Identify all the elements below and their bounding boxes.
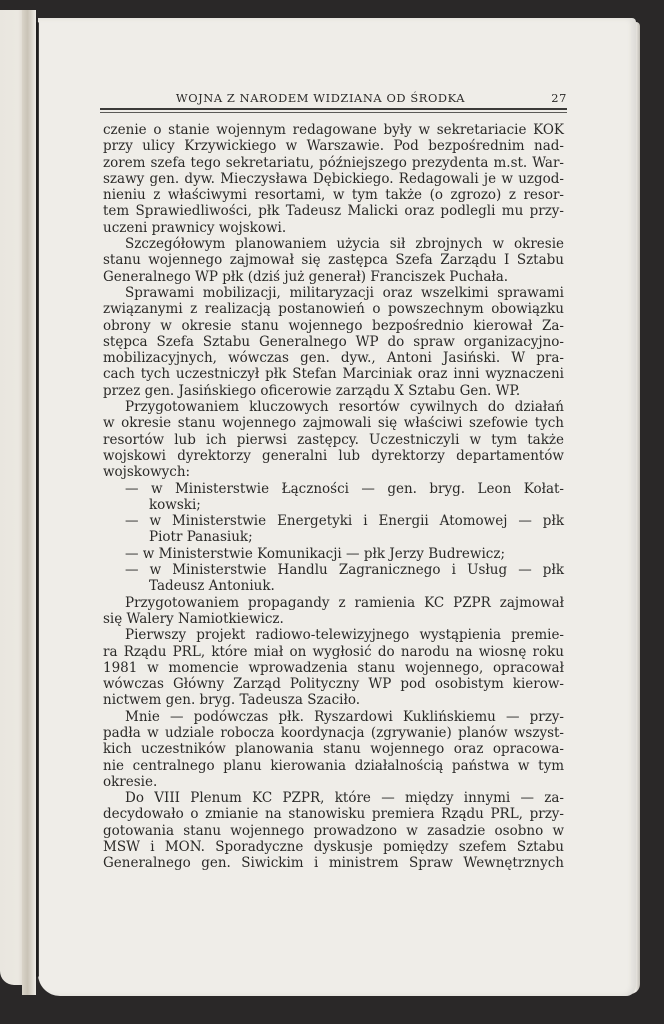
text-line: wojskowi dyrektorzy generalni lub dyrektorzy departamentów (103, 447, 564, 464)
text-line: okresie. (103, 773, 158, 790)
text-line: nieniu z właściwymi resortami, w tym także (o zgrozo) z resor- (103, 187, 564, 204)
text-line: Do VIII Plenum KC PZPR, które — między innymi — za- (125, 790, 564, 807)
text-line: Generalnego WP płk (dziś już generał) Franciszek Puchała. (103, 268, 509, 285)
book-spine (22, 10, 36, 995)
text-line: Mnie — podówczas płk. Ryszardowi Kuklińskiemu — przy- (125, 708, 564, 725)
text-line: Szczegółowym planowaniem użycia sił zbrojnych w okresie (125, 236, 564, 253)
gutter-shadow (36, 22, 39, 977)
text-line: — w Ministerstwie Handlu Zagranicznego i Usług — płk (125, 562, 564, 579)
text-line: 1981 w momencie wprowadzenia stanu wojennego, opracował (103, 659, 564, 676)
text-line: — w Ministerstwie Energetyki i Energii Atomowej — płk (125, 513, 564, 530)
text-line: Sprawami mobilizacji, militaryzacji oraz wszelkimi sprawami (125, 284, 564, 301)
text-line: w okresie stanu wojennego zajmowali się właściwi szefowie tych (103, 415, 564, 432)
text-line: stanu wojennego zajmował się zastępca Szefa Zarządu I Sztabu (103, 252, 564, 269)
text-line: wojskowych: (103, 464, 191, 481)
running-title: WOJNA Z NARODEM WIDZIANA OD ŚRODKA (175, 91, 466, 105)
text-line: stępca Szefa Sztabu Generalnego WP do spraw organizacyjno- (103, 333, 564, 350)
text-line: zorem szefa tego sekretariatu, późniejszego prezydenta m.st. War- (103, 154, 564, 171)
text-line: Przygotowaniem propagandy z ramienia KC PZPR zajmował (125, 594, 564, 611)
text-line: Przygotowaniem kluczowych resortów cywilnych do działań (125, 399, 564, 416)
text-line: wówczas Główny Zarząd Polityczny WP pod osobistym kierow- (103, 676, 564, 693)
text-line: szawy gen. dyw. Mieczysława Dębickiego. Redagowali je w uzgod- (103, 170, 564, 187)
text-line: przez gen. Jasińskiego oficerowie zarządu X Sztabu Gen. WP. (103, 382, 521, 399)
text-line: kowski; (149, 496, 201, 513)
text-line: decydowało o zmianie na stanowisku premiera Rządu PRL, przy- (103, 806, 564, 823)
text-line: — w Ministerstwie Komunikacji — płk Jerzy Budrewicz; (125, 545, 505, 562)
text-line: — w Ministerstwie Łączności — gen. bryg. Leon Kołat- (125, 480, 564, 497)
text-line: Generalnego gen. Siwickim i ministrem Spraw Wewnętrznych (103, 855, 564, 872)
text-line: związanymi z realizacją postanowień o powszechnym obowiązku (103, 301, 564, 318)
page-number: 27 (551, 91, 567, 105)
text-line: obrony w okresie stanu wojennego bezpośrednio kierował Za- (103, 317, 564, 334)
text-line: Piotr Panasiuk; (149, 529, 253, 546)
text-line: uczeni prawnicy wojskowi. (103, 219, 287, 236)
header-rule-thin (100, 112, 567, 113)
text-line: tem Sprawiedliwości, płk Tadeusz Malicki oraz podlegli mu przy- (103, 203, 564, 220)
text-line: resortów lub ich pierwsi zastępcy. Uczestniczyli w tym także (103, 431, 564, 448)
text-line: padła w udziale robocza koordynacja (zgrywanie) planów wszyst- (103, 724, 564, 741)
running-head (100, 91, 567, 109)
text-line: nie centralnego planu kierowania działalnością państwa w tym (103, 757, 564, 774)
text-line: mobilizacyjnych, wówczas gen. dyw., Antoni Jasiński. W pra- (103, 350, 564, 367)
text-line: ra Rządu PRL, które miał on wygłosić do narodu na wiosnę roku (103, 643, 564, 660)
text-line: się Walery Namiotkiewicz. (103, 610, 284, 627)
header-rule-thick (100, 108, 567, 110)
body-text (103, 122, 564, 872)
text-line: cach tych uczestniczył płk Stefan Marciniak oraz inni wyznaczeni (103, 366, 564, 383)
text-line: kich uczestników planowania stanu wojennego oraz opracowa- (103, 741, 564, 758)
text-line: nictwem gen. bryg. Tadeusza Szaciło. (103, 692, 361, 709)
text-line: przy ulicy Krzywickiego w Warszawie. Pod bezpośrednim nad- (103, 138, 564, 155)
text-line: Tadeusz Antoniuk. (149, 578, 275, 595)
text-line: czenie o stanie wojennym redagowane były w sekretariacie KOK (103, 122, 564, 138)
text-line: MSW i MON. Sporadyczne dyskusje pomiędzy szefem Sztabu (103, 839, 564, 856)
text-line: Pierwszy projekt radiowo-telewizyjnego wystąpienia premie- (125, 627, 564, 644)
text-line: gotowania stanu wojennego prowadzono w zasadzie osobno w (103, 822, 564, 839)
